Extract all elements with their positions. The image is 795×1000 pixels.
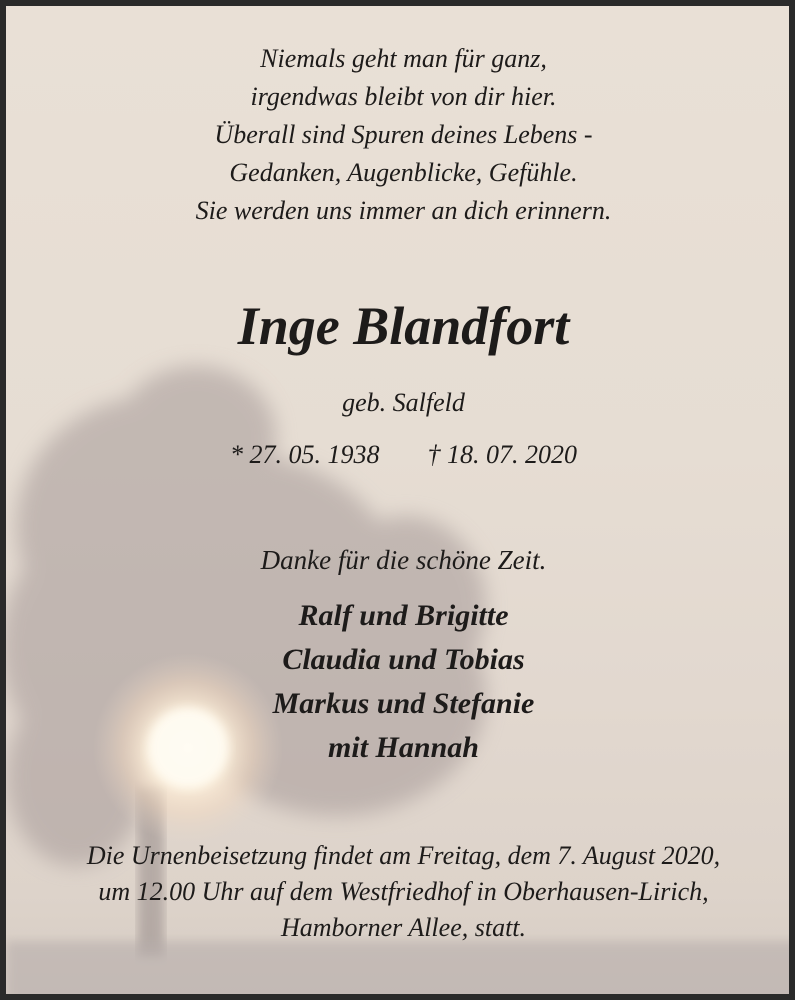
family-line: Ralf und Brigitte [298, 599, 509, 632]
birth-date: * 27. 05. 1938 [230, 440, 380, 469]
life-dates [6, 438, 795, 472]
family-line: mit Hannah [328, 731, 479, 764]
family-signatures [6, 594, 795, 770]
ground-band [6, 941, 795, 1000]
family-line: Claudia und Tobias [282, 643, 525, 676]
burial-line: Hamborner Allee, statt. [280, 913, 527, 942]
verse-line: Gedanken, Augenblicke, Gefühle. [229, 158, 578, 187]
thanks-line: Danke für die schöne Zeit. [260, 545, 547, 575]
deceased-name: Inge Blandfort [237, 296, 570, 356]
verse-line: Überall sind Spuren deines Lebens - [214, 120, 593, 149]
memorial-verse [6, 40, 795, 230]
verse-line: Sie werden uns immer an dich erinnern. [195, 196, 612, 225]
family-line: Markus und Stefanie [272, 687, 535, 720]
verse-line: Niemals geht man für ganz, [260, 44, 547, 73]
burial-line: Die Urnenbeisetzung findet am Freitag, dem 7. August 2020, [86, 841, 721, 870]
death-date: † 18. 07. 2020 [427, 440, 577, 469]
birth-name: geb. Salfeld [342, 388, 465, 417]
burial-notice [6, 838, 795, 946]
burial-line: um 12.00 Uhr auf dem Westfriedhof in Oberhausen-Lirich, [98, 877, 709, 906]
verse-line: irgendwas bleibt von dir hier. [250, 82, 557, 111]
